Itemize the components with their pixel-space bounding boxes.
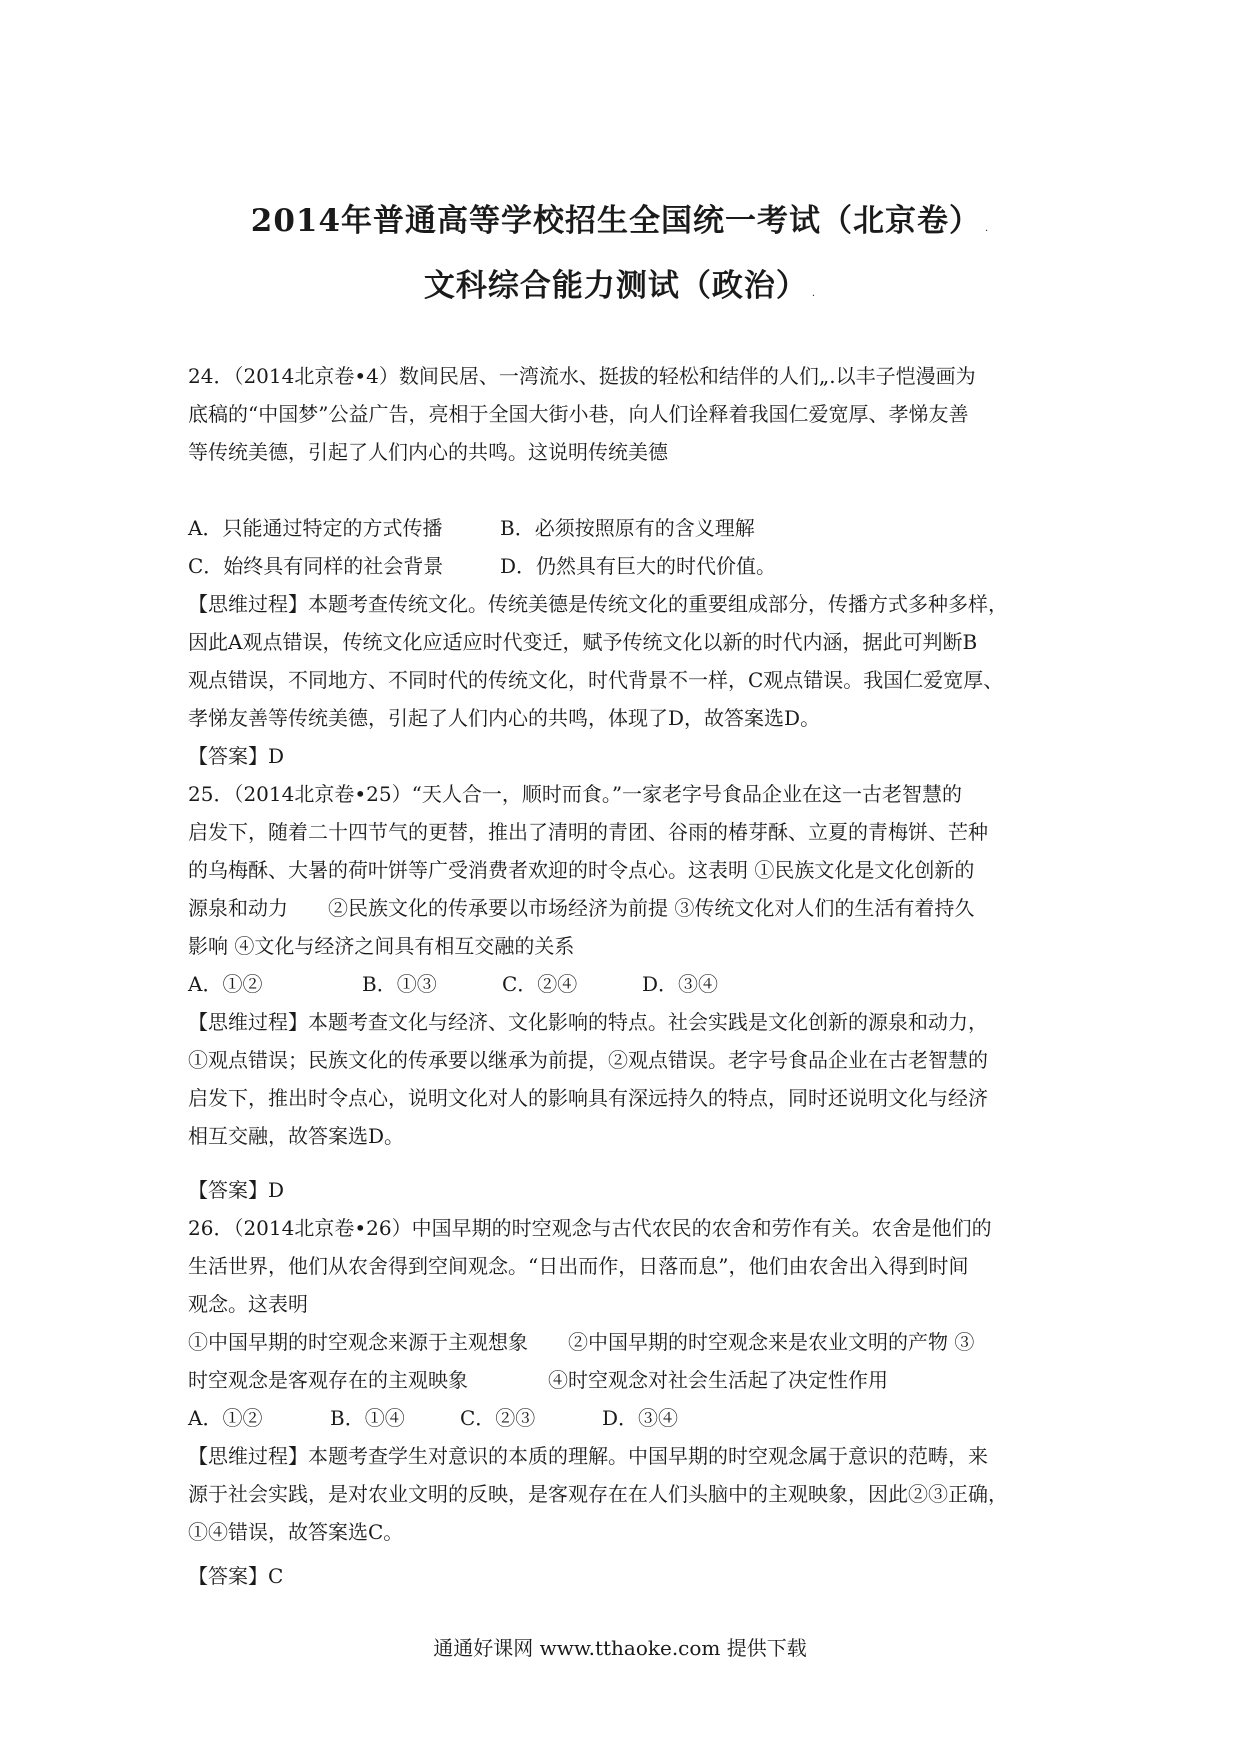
q26-option-d: D．③④ — [602, 1406, 679, 1430]
q24-option-c: C．始终具有同样的社会背景 — [188, 554, 444, 578]
q24-option-b: B．必须按照原有的含义理解 — [500, 516, 755, 540]
q25-option-a: A．①② — [188, 972, 263, 996]
q25-answer: 【答案】D — [188, 1178, 285, 1202]
q24-option-d: D．仍然具有巨大的时代价值。 — [500, 554, 777, 578]
q26-analysis-line-2: 源于社会实践，是对农业文明的反映，是客观存在在人们头脑中的主观映象，因此②③正确， — [188, 1482, 1008, 1506]
q25-analysis-line-4: 相互交融，故答案选D。 — [188, 1124, 405, 1148]
q25-analysis-line-1: 【思维过程】本题考查文化与经济、文化影响的特点。社会实践是文化创新的源泉和动力， — [188, 1010, 988, 1034]
q25-line-4: 源泉和动力 ②民族文化的传承要以市场经济为前提 ③传统文化对人们的生活有着持久 — [188, 896, 975, 920]
q25-line-5: 影响 ④文化与经济之间具有相互交融的关系 — [188, 934, 575, 958]
q26-line-2: 生活世界，他们从农舍得到空间观念。“日出而作，日落而息”，他们由农舍出入得到时间 — [188, 1254, 969, 1278]
q26-line-4: ①中国早期的时空观念来源于主观想象 ②中国早期的时空观念来是农业文明的产物 ③ — [188, 1330, 975, 1354]
q24-analysis-line-4: 孝悌友善等传统美德，引起了人们内心的共鸣，体现了D，故答案选D。 — [188, 706, 821, 730]
q25-analysis-line-2: ①观点错误；民族文化的传承要以继承为前提，②观点错误。老字号食品企业在古老智慧的 — [188, 1048, 988, 1072]
q25-option-d: D．③④ — [642, 972, 719, 996]
q26-line-1: 26．（2014北京卷•26）中国早期的时空观念与古代农民的农舍和劳作有关。农舍是他们的 — [188, 1216, 992, 1240]
q25-line-2: 启发下，随着二十四节气的更替，推出了清明的青团、谷雨的椿芽酥、立夏的青梅饼、芒种 — [188, 820, 988, 844]
q25-analysis-line-3: 启发下，推出时令点心，说明文化对人的影响具有深远持久的特点，同时还说明文化与经济 — [188, 1086, 988, 1110]
q26-analysis-line-1: 【思维过程】本题考查学生对意识的本质的理解。中国早期的时空观念属于意识的范畴，来 — [188, 1444, 988, 1468]
q25-line-1: 25．（2014北京卷•25）“天人合一，顺时而食。”一家老字号食品企业在这一古老智慧的 — [188, 782, 963, 806]
q24-analysis-line-1: 【思维过程】本题考查传统文化。传统美德是传统文化的重要组成部分，传播方式多种多样， — [188, 592, 1008, 616]
q26-option-c: C．②③ — [460, 1406, 536, 1430]
q26-line-3: 观念。这表明 — [188, 1292, 308, 1316]
q24-line-3: 等传统美德，引起了人们内心的共鸣。这说明传统美德 — [188, 440, 668, 464]
q24-line-1: 24．（2014北京卷•4）数间民居、一湾流水、挺拔的轻松和结伴的人们„.以丰子恺漫画为 — [188, 364, 976, 388]
q24-analysis-line-2: 因此A观点错误，传统文化应适应时代变迁，赋予传统文化以新的时代内涵，据此可判断B — [188, 630, 978, 654]
q25-option-b: B．①③ — [362, 972, 437, 996]
q24-line-2: 底稿的“中国梦”公益广告，亮相于全国大街小巷，向人们诠释着我国仁爱宽厚、孝悌友善 — [188, 402, 969, 426]
q26-option-b: B．①④ — [330, 1406, 405, 1430]
q25-line-3: 的乌梅酥、大暑的荷叶饼等广受消费者欢迎的时令点心。这表明 ①民族文化是文化创新的 — [188, 858, 975, 882]
q24-analysis-line-3: 观点错误，不同地方、不同时代的传统文化，时代背景不一样，C观点错误。我国仁爱宽厚、 — [188, 668, 1004, 692]
q24-answer: 【答案】D — [188, 744, 285, 768]
page-subtitle: 文科综合能力测试（政治） . — [423, 268, 817, 304]
q26-line-5: 时空观念是客观存在的主观映象 ④时空观念对社会生活起了决定性作用 — [188, 1368, 888, 1392]
page-footer: 通通好课网 www.tthaoke.com 提供下载 — [433, 1636, 807, 1660]
q26-answer: 【答案】C — [188, 1564, 284, 1588]
q26-option-a: A．①② — [188, 1406, 263, 1430]
q25-option-c: C．②④ — [502, 972, 578, 996]
q24-option-a: A．只能通过特定的方式传播 — [188, 516, 443, 540]
page-title: 2014年普通高等学校招生全国统一考试（北京卷） . — [250, 203, 990, 239]
q26-analysis-line-3: ①④错误，故答案选C。 — [188, 1520, 404, 1544]
